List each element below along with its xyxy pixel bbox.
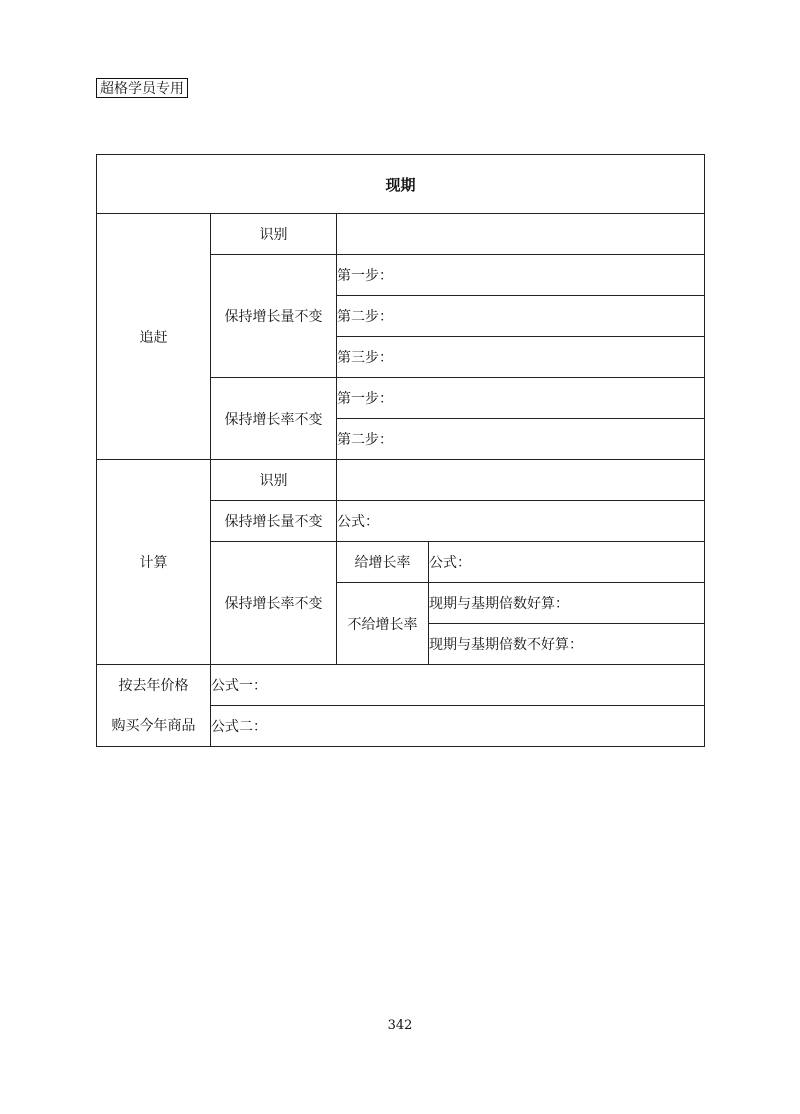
catch-up-amount-step-1: 第一步： <box>337 255 705 296</box>
present-period-table <box>96 154 705 747</box>
price-label-line-2: 购买今年商品 <box>111 717 196 734</box>
student-only-badge: 超格学员专用 <box>96 78 188 98</box>
calc-identify-label: 识别 <box>211 460 337 501</box>
calc-label: 计算 <box>97 460 211 665</box>
multiple-hard-cell: 现期与基期倍数不好算： <box>429 624 705 665</box>
given-rate-formula: 公式： <box>429 542 705 583</box>
catch-up-rate-step-1: 第一步： <box>337 378 705 419</box>
multiple-easy-cell: 现期与基期倍数好算： <box>429 583 705 624</box>
not-given-rate-label: 不给增长率 <box>337 583 429 665</box>
calc-const-amount-label: 保持增长量不变 <box>211 501 337 542</box>
catch-up-label: 追赶 <box>97 214 211 460</box>
given-rate-label: 给增长率 <box>337 542 429 583</box>
catch-up-amount-step-3: 第三步： <box>337 337 705 378</box>
catch-up-amount-step-2: 第二步： <box>337 296 705 337</box>
price-label-line-1: 按去年价格 <box>118 677 189 694</box>
catch-up-rate-step-2: 第二步： <box>337 419 705 460</box>
calc-const-amount-formula: 公式： <box>337 501 705 542</box>
catch-up-identify-label: 识别 <box>211 214 337 255</box>
price-label-cell <box>97 665 211 747</box>
price-formula-2: 公式二： <box>211 706 705 747</box>
catch-up-const-rate-label: 保持增长率不变 <box>211 378 337 460</box>
table-title: 现期 <box>97 155 705 214</box>
calc-const-rate-label: 保持增长率不变 <box>211 542 337 665</box>
catch-up-const-amount-label: 保持增长量不变 <box>211 255 337 378</box>
page-number: 342 <box>387 1018 413 1033</box>
catch-up-identify-cell <box>337 214 705 255</box>
price-formula-1: 公式一： <box>211 665 705 706</box>
calc-identify-cell <box>337 460 705 501</box>
